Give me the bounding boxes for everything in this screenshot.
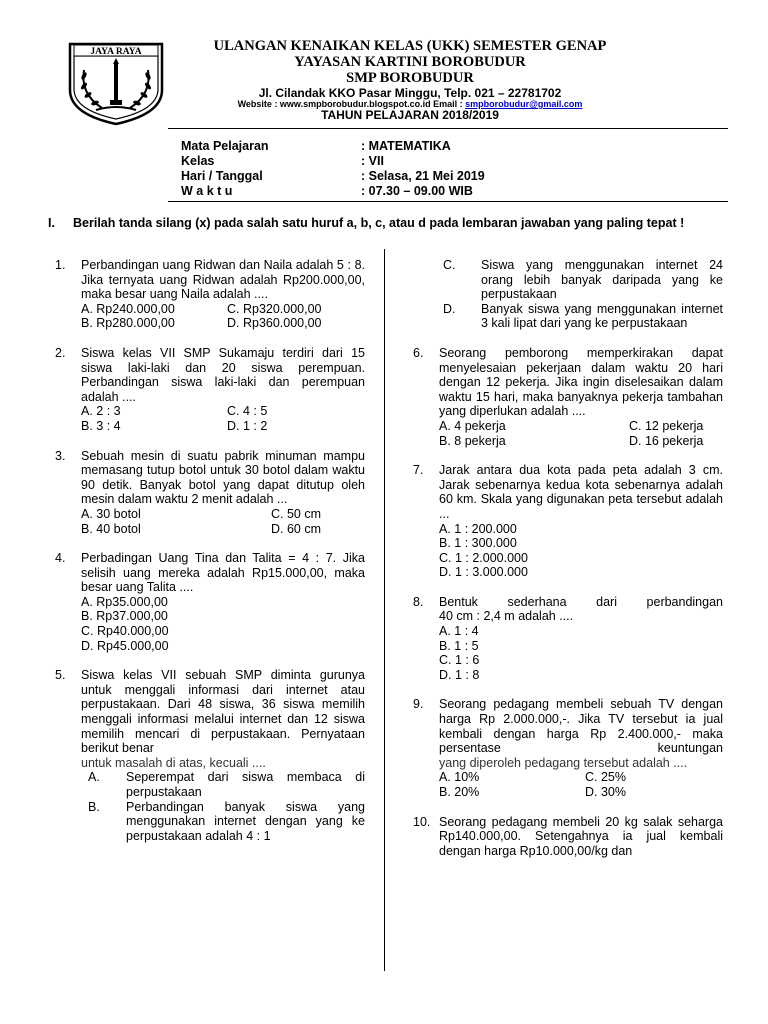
question-5 bbox=[55, 668, 365, 843]
question-7 bbox=[413, 463, 723, 580]
instruction-text: Berilah tanda silang (x) pada salah satu huruf a, b, c, atau d pada lembaran jawaban yang paling tepat ! bbox=[73, 216, 685, 230]
question-8 bbox=[413, 595, 723, 683]
option-b: B. 1 : 5 bbox=[439, 638, 479, 653]
info-value-class: : VII bbox=[361, 154, 384, 168]
question-text: Sebuah mesin di suatu pabrik minuman mampu memasang tutup botol untuk 30 botol dalam waktu 90 detik. Banyak botol yang dapat ditutup oleh mesin dalam waktu 2 menit adalah ... bbox=[81, 448, 365, 507]
school-address: Jl. Cilandak KKO Pasar Minggu, Telp. 021 – 22781702 bbox=[258, 86, 562, 100]
option-a: A. 4 pekerja bbox=[439, 418, 506, 433]
option-b: B. Rp37.000,00 bbox=[81, 609, 168, 624]
column-divider bbox=[384, 249, 385, 971]
option-b: B. 3 : 4 bbox=[81, 418, 121, 433]
title-foundation: YAYASAN KARTINI BOROBUDUR bbox=[294, 54, 526, 70]
logo-text: JAYA RAYA bbox=[90, 47, 142, 57]
question-5-option-d-row bbox=[443, 302, 723, 331]
option-a: A. 2 : 3 bbox=[81, 404, 121, 419]
option-d: D. 60 cm bbox=[271, 521, 322, 536]
option-b: B. 1 : 300.000 bbox=[439, 536, 517, 551]
option-b: B. Rp280.000,00 bbox=[81, 316, 175, 331]
question-text: Seorang pedagang membeli sebuah TV dengan harga Rp 2.000.000,-. Jika TV tersebut ia jual kembali dengan harga Rp 2.400.000,- maka persentase keuntungan bbox=[439, 697, 723, 756]
question-text: Seorang pedagang membeli 20 kg salak seharga Rp140.000,00. Setengahnya ia jual kembali dengan harga Rp10.000,00/kg dan bbox=[439, 814, 723, 858]
option-c-key: C. bbox=[443, 258, 456, 272]
option-d: D. 30% bbox=[585, 785, 626, 799]
title-school: SMP BOROBUDUR bbox=[346, 70, 474, 86]
info-value-subject: : MATEMATIKA bbox=[361, 139, 451, 153]
option-c: Siswa yang menggunakan internet 24 orang lebih banyak daripada yang ke perpustakaan bbox=[481, 258, 723, 302]
question-4 bbox=[55, 551, 365, 653]
question-number: 4. bbox=[55, 551, 66, 566]
question-number: 3. bbox=[55, 448, 66, 463]
question-text: Siswa kelas VII SMP Sukamaju terdiri dari 15 siswa laki-laki dan 20 siswa perempuan. Perbandingan siswa laki-laki dan perempuan adalah .... bbox=[81, 345, 365, 404]
option-d: D. 1 : 2 bbox=[227, 418, 268, 433]
option-c: C. 1 : 6 bbox=[439, 653, 480, 668]
question-number: 8. bbox=[413, 594, 424, 609]
option-a: A. Rp240.000,00 bbox=[81, 301, 175, 316]
option-b: B. 20% bbox=[439, 785, 480, 799]
question-number: 1. bbox=[55, 258, 66, 272]
option-c: C. 25% bbox=[585, 770, 626, 785]
option-c: C. 12 pekerja bbox=[629, 418, 704, 433]
option-d: D. Rp360.000,00 bbox=[227, 316, 322, 331]
question-number: 5. bbox=[55, 668, 66, 683]
option-d: Banyak siswa yang menggunakan internet 3 kali lipat dari yang ke perpustakaan bbox=[481, 301, 723, 331]
option-a: A. 10% bbox=[439, 770, 480, 785]
title-ukk: ULANGAN KENAIKAN KELAS (UKK) SEMESTER GENAP bbox=[213, 38, 607, 54]
info-value-date: : Selasa, 21 Mei 2019 bbox=[361, 169, 485, 183]
question-text: Seorang pemborong memperkirakan dapat menyelesaian pekerjaan dalam waktu 20 hari dengan 12 pekerja. Jika ingin diselesaikan dalam waktu 15 hari, maka banyaknya pekerja tambahan yang diperlukan adalah .... bbox=[439, 345, 723, 419]
email-link[interactable]: smpborobudur@gmail.com bbox=[465, 99, 583, 109]
question-text: Perbadingan Uang Tina dan Talita = 4 : 7. Jika selisih uang mereka adalah Rp15.000,00, maka besar uang Talita .... bbox=[81, 551, 365, 595]
option-b: B. 8 pekerja bbox=[439, 433, 506, 448]
question-text-cont: yang diperoleh pedagang tersebut adalah .... bbox=[439, 755, 688, 770]
option-d-key: D. bbox=[443, 301, 456, 316]
option-d: D. Rp45.000,00 bbox=[81, 638, 169, 653]
info-label-date: Hari / Tanggal bbox=[181, 169, 263, 183]
school-logo bbox=[66, 42, 166, 126]
question-number: 9. bbox=[413, 697, 424, 712]
question-5-option-c-row bbox=[443, 258, 723, 302]
option-c: C. Rp320.000,00 bbox=[227, 301, 322, 316]
question-10 bbox=[413, 815, 723, 859]
question-number: 2. bbox=[55, 345, 66, 360]
question-number: 10. bbox=[413, 814, 431, 829]
option-d: D. 1 : 8 bbox=[439, 667, 480, 682]
left-column bbox=[55, 258, 365, 843]
option-b: B. 40 botol bbox=[81, 521, 141, 536]
question-3 bbox=[55, 449, 365, 537]
option-c: C. 1 : 2.000.000 bbox=[439, 550, 528, 565]
question-2 bbox=[55, 346, 365, 434]
right-column bbox=[413, 258, 723, 858]
option-c: C. 4 : 5 bbox=[227, 404, 268, 419]
academic-year: TAHUN PELAJARAN 2018/2019 bbox=[321, 108, 499, 122]
website-text: Website : www.smpborobudur.blogspot.co.id Email : bbox=[237, 99, 466, 109]
question-text: Perbandingan uang Ridwan dan Naila adalah 5 : 8. Jika ternyata uang Ridwan adalah Rp200.000,00, maka besar uang Naila adalah .... bbox=[81, 258, 365, 302]
divider-top bbox=[168, 128, 728, 129]
option-b: Perbandingan banyak siswa yang menggunakan internet dengan yang ke perpustakaan adalah 4 : 1 bbox=[126, 799, 365, 843]
question-text-cont: 40 cm : 2,4 m adalah .... bbox=[439, 609, 574, 624]
option-a: Seperempat dari siswa membaca di perpustakaan bbox=[126, 770, 365, 799]
option-c: C. Rp40.000,00 bbox=[81, 624, 169, 639]
question-text: Jarak antara dua kota pada peta adalah 3 cm. Jarak sebenarnya kedua kota sebenarnya adalah 60 km. Skala yang digunakan peta tersebut adalah ... bbox=[439, 463, 723, 521]
info-value-time: : 07.30 – 09.00 WIB bbox=[361, 184, 473, 198]
option-a: A. Rp35.000,00 bbox=[81, 594, 168, 609]
option-b-key: B. bbox=[88, 799, 100, 814]
question-text: Siswa kelas VII sebuah SMP diminta gurunya untuk menggali informasi dari internet atau perpustakaan. Dari 48 siswa, 36 siswa memilih menggali informasi melalui internet dan 12 siswa memilih mencari di perpustakaan. Pernyataan berikut benar bbox=[81, 668, 365, 756]
question-text-cont: untuk masalah di atas, kecuali .... bbox=[81, 755, 266, 770]
option-a-key: A. bbox=[88, 770, 100, 785]
option-a: A. 1 : 4 bbox=[439, 624, 479, 639]
question-9 bbox=[413, 697, 723, 799]
option-a: A. 1 : 200.000 bbox=[439, 521, 517, 536]
option-d: D. 16 pekerja bbox=[629, 433, 704, 448]
divider-bottom bbox=[168, 201, 728, 202]
instruction-number: I. bbox=[48, 216, 55, 230]
info-label-time: W a k t u bbox=[181, 184, 233, 198]
option-a: A. 30 botol bbox=[81, 506, 141, 521]
question-text: Bentuk sederhana dari perbandingan bbox=[439, 594, 723, 609]
info-label-class: Kelas bbox=[181, 154, 215, 168]
question-1 bbox=[55, 258, 365, 331]
question-number: 7. bbox=[413, 463, 424, 478]
option-d: D. 1 : 3.000.000 bbox=[439, 565, 528, 580]
info-label-subject: Mata Pelajaran bbox=[181, 139, 269, 153]
option-c: C. 50 cm bbox=[271, 506, 322, 521]
question-number: 6. bbox=[413, 345, 424, 360]
question-6 bbox=[413, 346, 723, 448]
